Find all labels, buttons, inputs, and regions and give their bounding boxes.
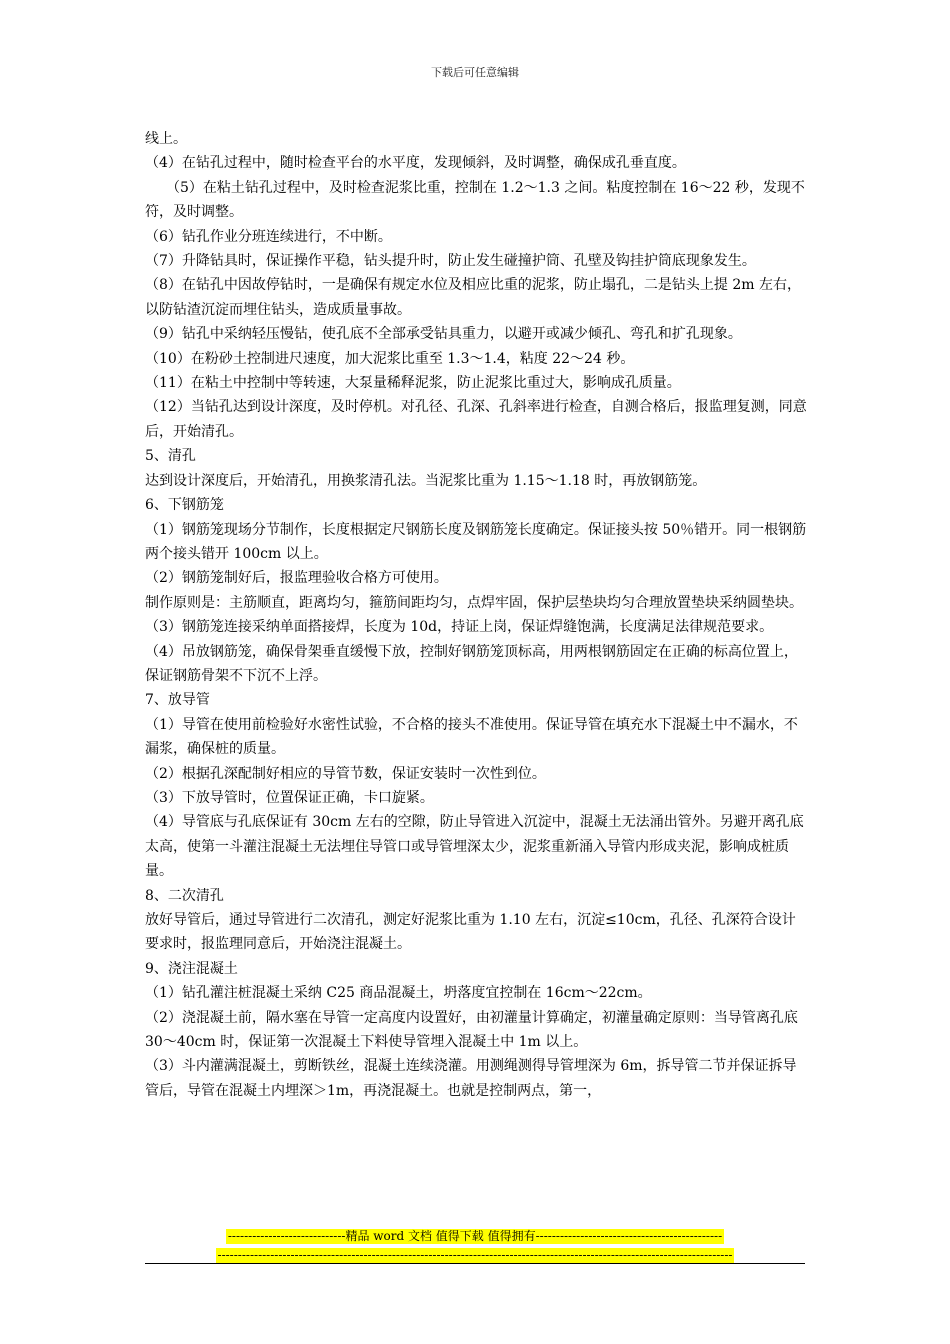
paragraph: （7）升降钻具时，保证操作平稳，钻头提升时，防止发生碰撞护筒、孔壁及钩挂护筒底现象发生。 [145, 253, 756, 270]
section-heading: 6、下钢筋笼 [145, 497, 224, 514]
paragraph: （1）导管在使用前检验好水密性试验，不合格的接头不准使用。保证导管在填充水下混凝土中不漏水，不漏浆，确保桩的质量。 [145, 716, 798, 758]
paragraph: 放好导管后，通过导管进行二次清孔，测定好泥浆比重为 1.10 左右，沉淀≤10cm，孔径、孔深符合设计要求时，报监理同意后，开始浇注混凝土。 [145, 912, 796, 953]
paragraph: （5）在粘土钻孔过程中，及时检查泥浆比重，控制在 1.2～1.3 之间。粘度控制在 16～22 秒，发现不符，及时调整。 [145, 179, 805, 221]
paragraph: （1）钻孔灌注桩混凝土采纳 C25 商品混凝土，坍落度宜控制在 16cm～22cm。 [145, 985, 652, 1002]
paragraph: （4）在钻孔过程中，随时检查平台的水平度，发现倾斜，及时调整，确保成孔垂直度。 [145, 155, 686, 172]
paragraph: （3）下放导管时，位置保证正确，卡口旋紧。 [145, 789, 434, 806]
paragraph: （2）根据孔深配制好相应的导管节数，保证安装时一次性到位。 [145, 765, 546, 782]
footer-divider [145, 1263, 805, 1264]
paragraph: （3）钢筋笼连接采纳单面搭接焊，长度为 10d，持证上岗，保证焊缝饱满，长度满足法律规范要求。 [145, 619, 774, 636]
paragraph: （11）在粘土中控制中等转速，大泵量稀释泥浆，防止泥浆比重过大，影响成孔质量。 [145, 375, 681, 392]
paragraph: （9）钻孔中采纳轻压慢钻，使孔底不全部承受钻具重力，以避开或减少倾孔、弯孔和扩孔现象。 [145, 326, 742, 343]
paragraph: 制作原则是：主筋顺直，距离均匀，箍筋间距均匀，点焊牢固，保护层垫块均匀合理放置垫块采纳圆垫块。 [145, 594, 803, 611]
paragraph: （1）钢筋笼现场分节制作，长度根据定尺钢筋长度及钢筋笼长度确定。保证接头按 50％错开。同一根钢筋两个接头错开 100cm 以上。 [145, 521, 807, 562]
section-heading: 5、清孔 [145, 448, 196, 465]
paragraph: （6）钻孔作业分班连续进行，不中断。 [145, 228, 392, 245]
paragraph: （2）钢筋笼制好后，报监理验收合格方可使用。 [145, 570, 448, 587]
paragraph: （8）在钻孔中因故停钻时，一是确保有规定水位及相应比重的泥浆，防止塌孔，二是钻头上提 2m 左右，以防钻渣沉淀而埋住钻头，造成质量事故。 [145, 277, 801, 318]
section-heading: 9、浇注混凝土 [145, 960, 238, 977]
paragraph: （4）导管底与孔底保证有 30cm 左右的空隙，防止导管进入沉淀中，混凝土无法涌出管外。另避开离孔底太高，使第一斗灌注混凝土无法埋住导管口或导管埋深太少，泥浆重新涌入导管内形成夹泥，影响成桩质量。 [145, 814, 804, 880]
footer-banner-line: ------------------------------------------------------------------------------------------------------------------------------- [217, 1248, 733, 1262]
section-heading: 7、放导管 [145, 692, 210, 709]
footer-banner [0, 1229, 950, 1267]
footer-banner-line: -----------------------------精品 word 文档 值得下载 值得拥有---------------------------------------------- [227, 1229, 723, 1243]
paragraph: （12）当钻孔达到设计深度，及时停机。对孔径、孔深、孔斜率进行检查，自测合格后，报监理复测，同意后，开始清孔。 [145, 399, 807, 440]
paragraph: （2）浇混凝土前，隔水塞在导管一定高度内设置好，由初灌量计算确定，初灌量确定原则：当导管离孔底 30～40cm 时，保证第一次混凝土下料使导管埋入混凝土中 1m 以上。 [145, 1009, 798, 1051]
paragraph: 线上。 [145, 131, 187, 147]
paragraph: （10）在粉砂土控制进尺速度，加大泥浆比重至 1.3～1.4，粘度 22～24 秒。 [145, 350, 635, 367]
section-heading: 8、二次清孔 [145, 887, 224, 904]
paragraph: （4）吊放钢筋笼，确保骨架垂直缓慢下放，控制好钢筋笼顶标高，用两根钢筋固定在正确的标高位置上，保证钢筋骨架不下沉不上浮。 [145, 643, 798, 684]
paragraph: （3）斗内灌满混凝土，剪断铁丝，混凝土连续浇灌。用测绳测得导管埋深为 6m，拆导管二节并保证拆导管后，导管在混凝土内埋深＞1m，再浇混凝土。也就是控制两点，第一， [145, 1058, 797, 1099]
paragraph: 达到设计深度后，开始清孔，用换浆清孔法。当泥浆比重为 1.15～1.18 时，再放钢筋笼。 [145, 472, 707, 489]
header-note: 下载后可任意编辑 [431, 66, 519, 79]
document-body [145, 127, 809, 1103]
